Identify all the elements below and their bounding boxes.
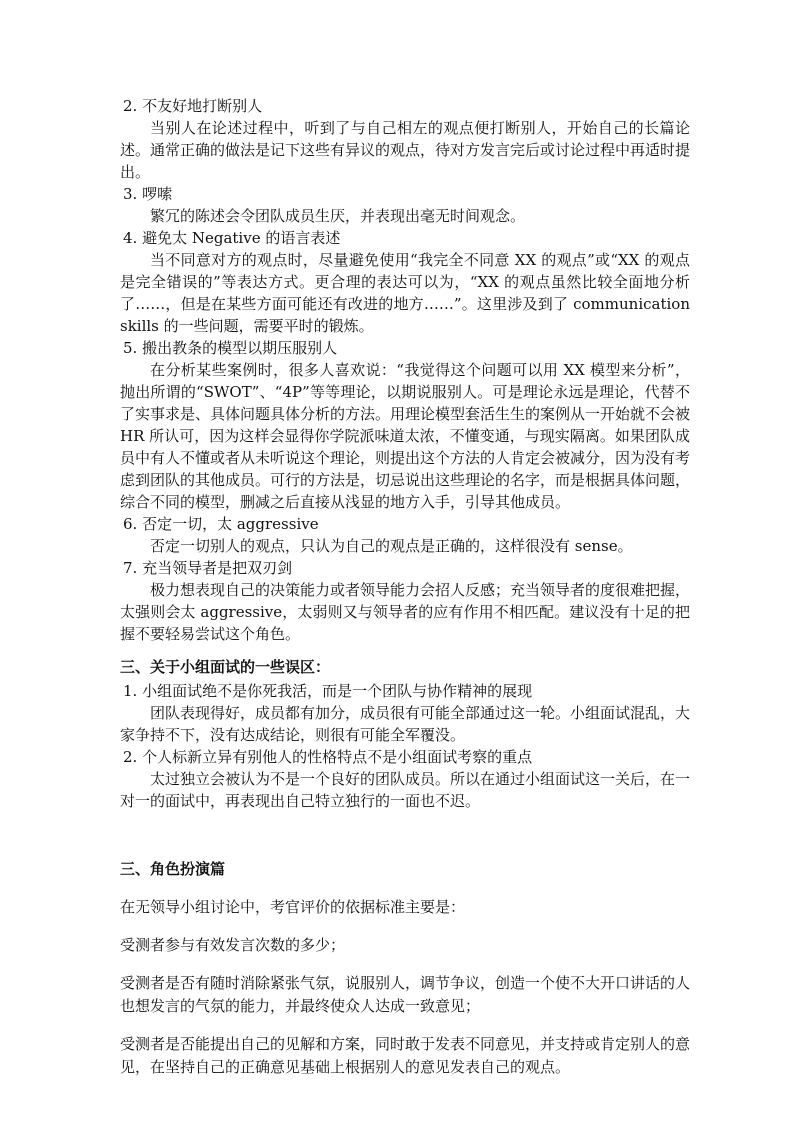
- list-item-text: 团队表现得好，成员都有加分，成员很有可能全部通过这一轮。小组面试混乱，大家争持不下，没有达成结论，则很有可能全军覆没。: [120, 704, 691, 744]
- list-item-text: 繁冗的陈述会令团队成员生厌，并表现出毫无时间观念。: [150, 207, 526, 225]
- list-item-title: 1. 小组面试绝不是你死我活，而是一个团队与协作精神的展现: [123, 682, 533, 700]
- section-heading-roles: 三、角色扮演篇: [120, 860, 226, 878]
- spacer: [120, 812, 690, 858]
- list-item-title: 7. 充当领导者是把双刃剑: [123, 559, 293, 577]
- list-item-title: 3. 啰嗦: [123, 185, 173, 203]
- body-paragraph: 在无领导小组讨论中，考官评价的依据标准主要是：: [120, 898, 466, 916]
- list-item-text: 在分析某些案例时，很多人喜欢说：“我觉得这个问题可以用 XX 模型来分析”，抛出所谓的“SWOT”、“4P”等等理论，以期说服别人。可是理论永远是理论，代替不了实事求是、具体问题具体分析的方法。用理论模型套活生生的案例从一开始就不会被 HR 所认可，因为这样会显得你学院派味道太浓，不懂变通，与现实隔离。如果团队成员中有人不懂或者从未听说这个理论，则提出这个方法的人肯定会被减分，因为没有考虑到团队的其他成员。可行的方法是，切忌说出这些理论的名字，而是根据具体问题，综合不同的模型，删减之后直接从浅显的地方入手，引导其他成员。: [120, 361, 691, 511]
- list-item-text: 太过独立会被认为不是一个良好的团队成员。所以在通过小组面试这一关后，在一对一的面试中，再表现出自己特立独行的一面也不迟。: [120, 770, 691, 810]
- list-item-text: 当不同意对方的观点时，尽量避免使用“我完全不同意 XX 的观点”或“XX 的观点是完全错误的”等表达方式。更合理的表达可以为，“XX 的观点虽然比较全面地分析了……，但是在某些方面可能还有改进的地方……”。这里涉及到了 communication skills 的一些问题，需要平时的锻炼。: [120, 251, 690, 335]
- body-paragraph: 受测者参与有效发言次数的多少；: [120, 936, 346, 954]
- list-item-text: 否定一切别人的观点，只认为自己的观点是正确的，这样很没有 sense。: [150, 537, 633, 555]
- list-item-text: 极力想表现自己的决策能力或者领导能力会招人反感；充当领导者的度很难把握，太强则会太 aggressive，太弱则又与领导者的应有作用不相匹配。建议没有十足的把握不要轻易尝试这个角色。: [120, 581, 691, 643]
- list-item-title: 2. 个人标新立异有别他人的性格特点不是小组面试考察的重点: [123, 748, 533, 766]
- list-item-title: 2. 不友好地打断别人: [123, 97, 263, 115]
- list-item-title: 4. 避免太 Negative 的语言表述: [123, 229, 341, 247]
- list-item-title: 6. 否定一切，太 aggressive: [123, 515, 319, 533]
- list-item-title: 5. 搬出教条的模型以期压服别人: [123, 339, 338, 357]
- body-paragraph: 受测者是否有随时消除紧张气氛，说服别人，调节争议，创造一个使不大开口讲话的人也想发言的气氛的能力，并最终使众人达成一致意见；: [120, 974, 691, 1015]
- body-paragraph: 受测者是否能提出自己的见解和方案，同时敢于发表不同意见，并支持或肯定别人的意见，在坚持自己的正确意见基础上根据别人的意见发表自己的观点。: [120, 1035, 691, 1076]
- section-heading-mistakes: 三、关于小组面试的一些误区：: [120, 658, 331, 676]
- list-item-text: 当别人在论述过程中，听到了与自己相左的观点便打断别人，开始自己的长篇论述。通常正确的做法是记下这些有异议的观点，待对方发言完后或讨论过程中再适时提出。: [120, 119, 691, 181]
- document-content: [120, 95, 690, 1094]
